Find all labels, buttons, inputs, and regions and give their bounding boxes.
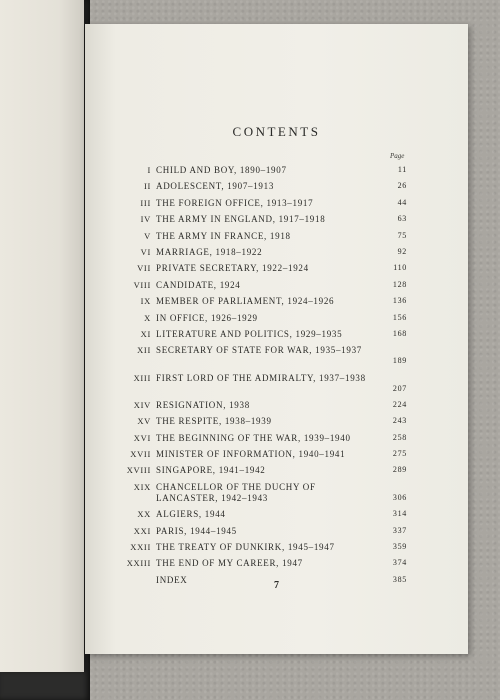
chapter-title: ALGIERS, 1944: [156, 509, 226, 520]
chapter-title: LITERATURE AND POLITICS, 1929–1935: [156, 328, 343, 339]
chapter-title: THE ARMY IN ENGLAND, 1917–1918: [156, 214, 326, 225]
toc-row: [85, 479, 468, 506]
chapter-title: CHANCELLOR OF THE DUCHY OF LANCASTER, 1942–1943: [156, 481, 316, 504]
chapter-page: 168: [392, 328, 407, 338]
chapter-title: THE END OF MY CAREER, 1947: [156, 558, 303, 569]
chapter-page: 374: [392, 558, 407, 568]
toc-row: [85, 430, 468, 446]
chapter-page: 136: [392, 296, 407, 306]
chapter-numeral: IX: [140, 296, 151, 307]
chapter-title: THE TREATY OF DUNKIRK, 1945–1947: [156, 541, 335, 552]
chapter-page: 289: [392, 465, 407, 475]
chapter-numeral: VII: [137, 263, 151, 274]
chapter-title: THE FOREIGN OFFICE, 1913–1917: [156, 197, 314, 208]
chapter-page: 128: [392, 279, 407, 289]
chapter-page: 44: [397, 197, 407, 207]
chapter-title: ADOLESCENT, 1907–1913: [156, 181, 275, 192]
chapter-title: PRIVATE SECRETARY, 1922–1924: [156, 263, 309, 274]
toc-row: [85, 370, 468, 397]
chapter-numeral: XVII: [130, 449, 151, 460]
toc-row: [85, 523, 468, 539]
chapter-title: THE RESPITE, 1938–1939: [156, 416, 272, 427]
chapter-numeral: V: [144, 230, 151, 241]
toc-row: [85, 413, 468, 429]
toc-row: [85, 162, 468, 178]
chapter-numeral: IV: [140, 214, 151, 225]
page-title: CONTENTS: [232, 124, 321, 139]
chapter-page: 337: [392, 525, 407, 535]
chapter-title: MINISTER OF INFORMATION, 1940–1941: [156, 449, 346, 460]
chapter-title: CANDIDATE, 1924: [156, 279, 241, 290]
chapter-page: 207: [392, 383, 407, 393]
chapter-title: PARIS, 1944–1945: [156, 525, 237, 536]
chapter-page: 63: [397, 214, 407, 224]
chapter-page: 75: [397, 230, 407, 240]
toc-row: [85, 462, 468, 478]
chapter-page: 385: [392, 574, 407, 584]
chapter-numeral: XII: [137, 345, 151, 356]
chapter-numeral: II: [143, 181, 151, 192]
chapter-numeral: VI: [140, 246, 151, 257]
chapter-numeral: X: [144, 312, 151, 323]
chapter-numeral: XIII: [133, 372, 151, 383]
chapter-title: SECRETARY OF STATE FOR WAR, 1935–1937: [156, 345, 362, 356]
toc-row: [85, 326, 468, 342]
chapter-numeral: XI: [140, 328, 151, 339]
chapter-page: 11: [397, 165, 407, 174]
chapter-numeral: VIII: [133, 279, 151, 290]
chapter-numeral: XXI: [133, 525, 151, 536]
chapter-title: MEMBER OF PARLIAMENT, 1924–1926: [156, 296, 335, 307]
chapter-title: RESIGNATION, 1938: [156, 399, 250, 410]
toc-row: [85, 342, 468, 369]
chapter-title: INDEX: [156, 574, 188, 585]
toc-row: [85, 310, 468, 326]
toc-row: [85, 555, 468, 571]
chapter-numeral: XXII: [130, 541, 151, 552]
chapter-page: 156: [392, 312, 407, 322]
toc-row: [85, 211, 468, 227]
toc-row: [85, 539, 468, 555]
chapter-title: THE BEGINNING OF THE WAR, 1939–1940: [156, 432, 351, 443]
chapter-page: 110: [393, 263, 407, 273]
chapter-numeral: XVI: [133, 432, 151, 443]
chapter-numeral: XIX: [133, 481, 151, 492]
chapter-page: 359: [392, 541, 407, 551]
table-of-contents: [85, 162, 468, 588]
toc-row: [85, 277, 468, 293]
toc-row: [85, 446, 468, 462]
chapter-title: SINGAPORE, 1941–1942: [156, 465, 266, 476]
chapter-numeral: XX: [137, 509, 151, 520]
chapter-title: CHILD AND BOY, 1890–1907: [156, 165, 287, 175]
toc-row: [85, 228, 468, 244]
page-number: 7: [274, 580, 279, 591]
chapter-page: 92: [397, 246, 407, 256]
chapter-page: 243: [392, 416, 407, 426]
contents-page: [85, 24, 468, 654]
chapter-page: 189: [392, 356, 407, 366]
chapter-page: 224: [392, 399, 407, 409]
toc-row: [85, 260, 468, 276]
chapter-numeral: III: [140, 197, 151, 208]
page-column-label: Page: [390, 152, 405, 160]
chapter-title: MARRIAGE, 1918–1922: [156, 246, 263, 257]
toc-row: [85, 397, 468, 413]
toc-row: [85, 195, 468, 211]
chapter-page: 26: [397, 181, 407, 191]
toc-row: [85, 506, 468, 522]
chapter-numeral: XIV: [133, 399, 151, 410]
chapter-numeral: XVIII: [126, 465, 151, 476]
toc-row: [85, 244, 468, 260]
chapter-title: IN OFFICE, 1926–1929: [156, 312, 258, 323]
chapter-page: 314: [392, 509, 407, 519]
chapter-title: THE ARMY IN FRANCE, 1918: [156, 230, 291, 241]
chapter-page: 306: [392, 492, 407, 502]
chapter-page: 258: [392, 432, 407, 442]
toc-row: [85, 178, 468, 194]
left-page: [0, 0, 84, 672]
chapter-numeral: XXIII: [126, 558, 151, 569]
chapter-numeral: I: [147, 165, 151, 175]
toc-row: [85, 293, 468, 309]
chapter-page: 275: [392, 449, 407, 459]
chapter-numeral: XV: [137, 416, 151, 427]
chapter-title: FIRST LORD OF THE ADMIRALTY, 1937–1938: [156, 372, 366, 383]
